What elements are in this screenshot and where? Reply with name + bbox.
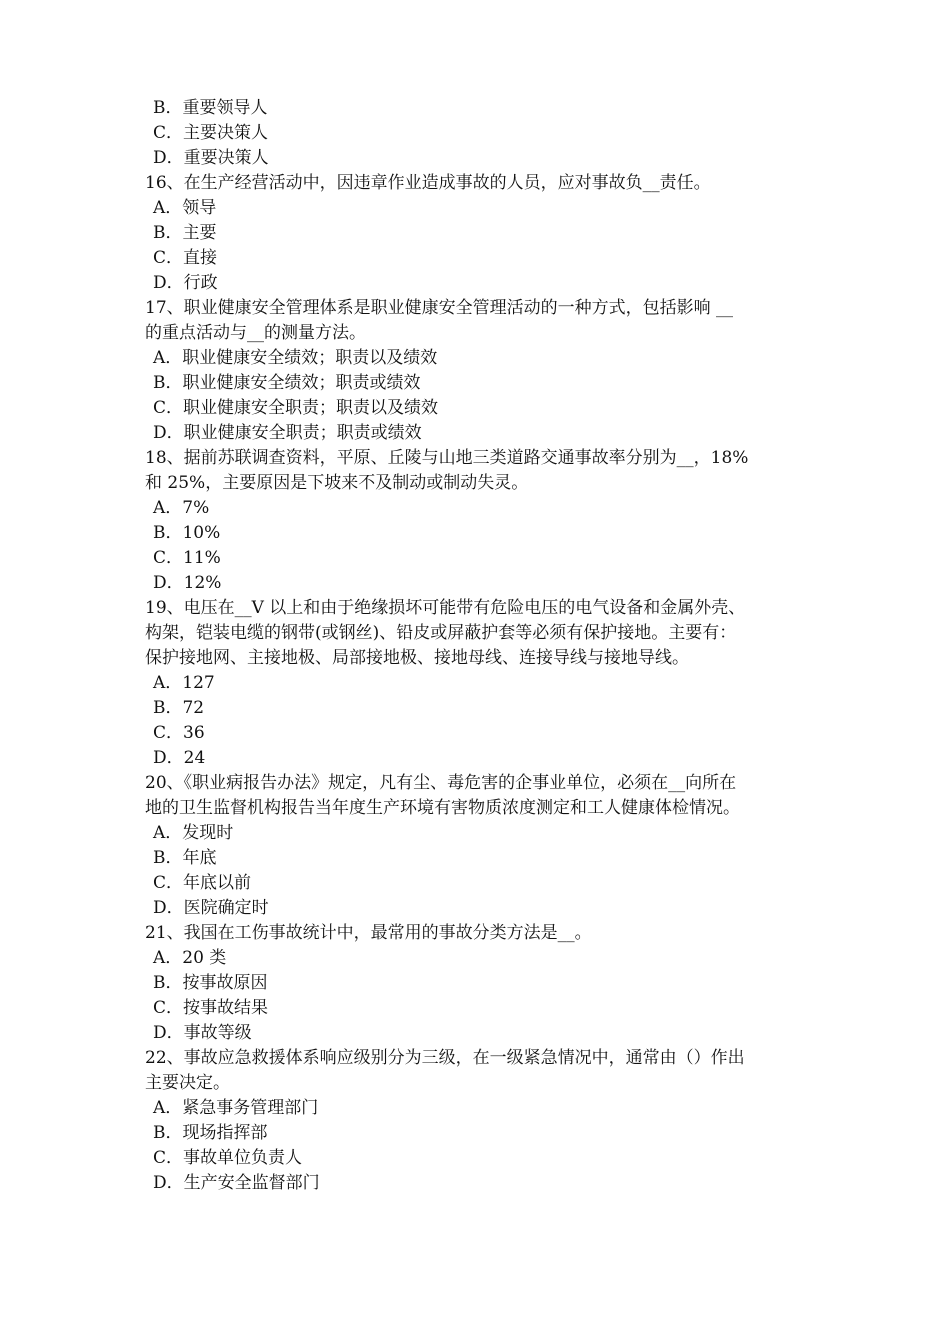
option: A．紧急事务管理部门 [153,1098,319,1118]
option: B．主要 [153,223,217,243]
option: C．年底以前 [153,873,252,893]
question-16 [145,171,815,296]
question-text: 地的卫生监督机构报告当年度生产环境有害物质浓度测定和工人健康体检情况。 [145,798,740,818]
question-text: 17、职业健康安全管理体系是职业健康安全管理活动的一种方式，包括影响 __ [145,298,734,318]
option: A．职业健康安全绩效；职责以及绩效 [153,348,438,368]
option: D．医院确定时 [153,898,269,918]
option: D．行政 [153,273,218,293]
question-text: 保护接地网、主接地极、局部接地极、接地母线、连接导线与接地导线。 [145,648,689,668]
option: D．24 [153,748,206,768]
option: B．重要领导人 [153,98,268,118]
option: C．事故单位负责人 [153,1148,303,1168]
question-text: 22、事故应急救援体系响应级别分为三级，在一级紧急情况中，通常由（）作出 [145,1048,745,1068]
option: A．7% [153,498,210,518]
option: A．20 类 [153,948,227,968]
option: D．职业健康安全职责；职责或绩效 [153,423,422,443]
option: B．职业健康安全绩效；职责或绩效 [153,373,421,393]
option: D．生产安全监督部门 [153,1173,320,1193]
option: A．127 [153,673,215,693]
option: C．36 [153,723,205,743]
question-21 [145,921,815,1046]
question-text: 16、在生产经营活动中，因违章作业造成事故的人员，应对事故负__责任。 [145,173,711,193]
option: B．10% [153,523,221,543]
question-text: 18、据前苏联调查资料，平原、丘陵与山地三类道路交通事故率分别为__，18% [145,448,749,468]
leading-options [145,96,815,171]
question-text: 主要决定。 [145,1073,230,1093]
option: D．12% [153,573,222,593]
question-17 [145,296,815,446]
option: B．现场指挥部 [153,1123,268,1143]
question-text: 的重点活动与__的测量方法。 [145,323,366,343]
option: B．72 [153,698,205,718]
option: D．重要决策人 [153,148,269,168]
option: C．按事故结果 [153,998,269,1018]
question-text: 19、电压在__V 以上和由于绝缘损坏可能带有危险电压的电气设备和金属外壳、 [145,598,746,618]
option: C．职业健康安全职责；职责以及绩效 [153,398,439,418]
option: B．年底 [153,848,217,868]
document-page [145,96,815,1196]
option: C．11% [153,548,221,568]
option: A．领导 [153,198,217,218]
question-19 [145,596,815,771]
question-text: 20、《职业病报告办法》规定，凡有尘、毒危害的企事业单位，必须在__向所在 [145,773,737,793]
question-18 [145,446,815,596]
option: A．发现时 [153,823,234,843]
question-text: 21、我国在工伤事故统计中，最常用的事故分类方法是__。 [145,923,592,943]
option: C．直接 [153,248,218,268]
option: D．事故等级 [153,1023,252,1043]
option: B．按事故原因 [153,973,268,993]
question-22 [145,1046,815,1196]
question-20 [145,771,815,921]
option: C．主要决策人 [153,123,269,143]
question-text: 和 25%，主要原因是下坡来不及制动或制动失灵。 [145,473,529,493]
question-text: 构架，铠装电缆的钢带(或钢丝)、铅皮或屏蔽护套等必须有保护接地。主要有： [145,623,737,643]
